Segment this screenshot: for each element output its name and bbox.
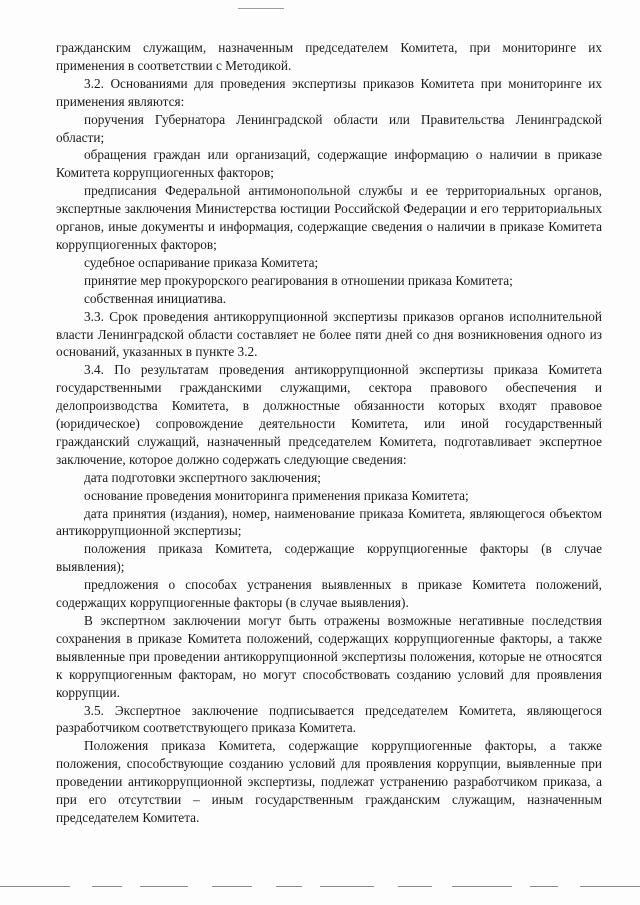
bottom-scan-marks <box>0 884 640 890</box>
list-item-order-details: дата принятия (издания), номер, наименование приказа Комитета, являющегося объектом антикоррупционной экспертизы; <box>56 505 602 539</box>
paragraph-3-5: 3.5. Экспертное заключение подписывается председателем Комитета, являющегося разработчиком соответствующего приказа Комитета. <box>56 702 602 736</box>
document-body <box>56 39 602 827</box>
list-item-governor-orders: поручения Губернатора Ленинградской области или Правительства Ленинградской области; <box>56 111 602 145</box>
list-item-monitoring-basis: основание проведения мониторинга применения приказа Комитета; <box>84 487 469 503</box>
list-item-own-initiative: собственная инициатива. <box>84 290 227 306</box>
paragraph-3-2: 3.2. Основаниями для проведения экспертизы приказов Комитета при мониторинге их применения являются: <box>56 75 602 109</box>
list-item-fas-prescriptions: предписания Федеральной антимонопольной службы и ее территориальных органов, экспертные заключения Министерства юстиции Российской Федерации и его территориальных органов, иные документы и информация, содержащие сведения о наличии в приказе Комитета коррупциогенных факторов; <box>56 183 602 252</box>
list-item-court-challenge: судебное оспаривание приказа Комитета; <box>84 254 319 270</box>
list-item-corruption-provisions: положения приказа Комитета, содержащие коррупциогенные факторы (в случае выявления); <box>56 541 602 575</box>
paragraph-elimination: Положения приказа Комитета, содержащие коррупциогенные факторы, а также положения, способствующие созданию условий для проявления коррупции, выявленные при проведении антикоррупционной экспертизы, подлежат устранению разработчиком приказа, а при его отсутствии – иным государственным гражданским служащим, назначенным председателем Комитета. <box>56 738 602 825</box>
paragraph-negative-consequences: В экспертном заключении могут быть отражены возможные негативные последствия сохранения в приказе Комитета положений, содержащих коррупциогенные факторы, а также выявленные при проведении антикоррупционной экспертизы положения, которые не относятся к коррупциогенным факторам, но могут способствовать созданию условий для проявления коррупции. <box>56 613 602 700</box>
paragraph-3-3: 3.3. Срок проведения антикоррупционной экспертизы приказов органов исполнительной власти Ленинградской области составляет не более пяти дней со дня возникновения одного из оснований, указанных в пункте 3.2. <box>56 308 602 360</box>
list-item-citizen-appeals: обращения граждан или организаций, содержащие информацию о наличии в приказе Комитета коррупциогенных факторов; <box>56 147 602 181</box>
top-scan-line <box>238 8 284 9</box>
list-item-elimination-proposals: предложения о способах устранения выявленных в приказе Комитета положений, содержащих коррупциогенные факторы (в случае выявления). <box>56 577 602 611</box>
paragraph-3-4: 3.4. По результатам проведения антикоррупционной экспертизы приказа Комитета государственными гражданскими служащими, сектора правового обеспечения и делопроизводства Комитета, в должностные обязанности которых входят правовое (юридическое) сопровождение деятельности Комитета, или иной государственный гражданский служащий, назначенный председателем Комитета, подготавливает экспертное заключение, которое должно содержать следующие сведения: <box>56 362 602 467</box>
list-item-prosecutor-measures: принятие мер прокурорского реагирования в отношении приказа Комитета; <box>84 272 513 288</box>
list-item-conclusion-date: дата подготовки экспертного заключения; <box>84 469 321 485</box>
paragraph-continuation: гражданским служащим, назначенным председателем Комитета, при мониторинге их применения в соответствии с Методикой. <box>56 40 602 73</box>
